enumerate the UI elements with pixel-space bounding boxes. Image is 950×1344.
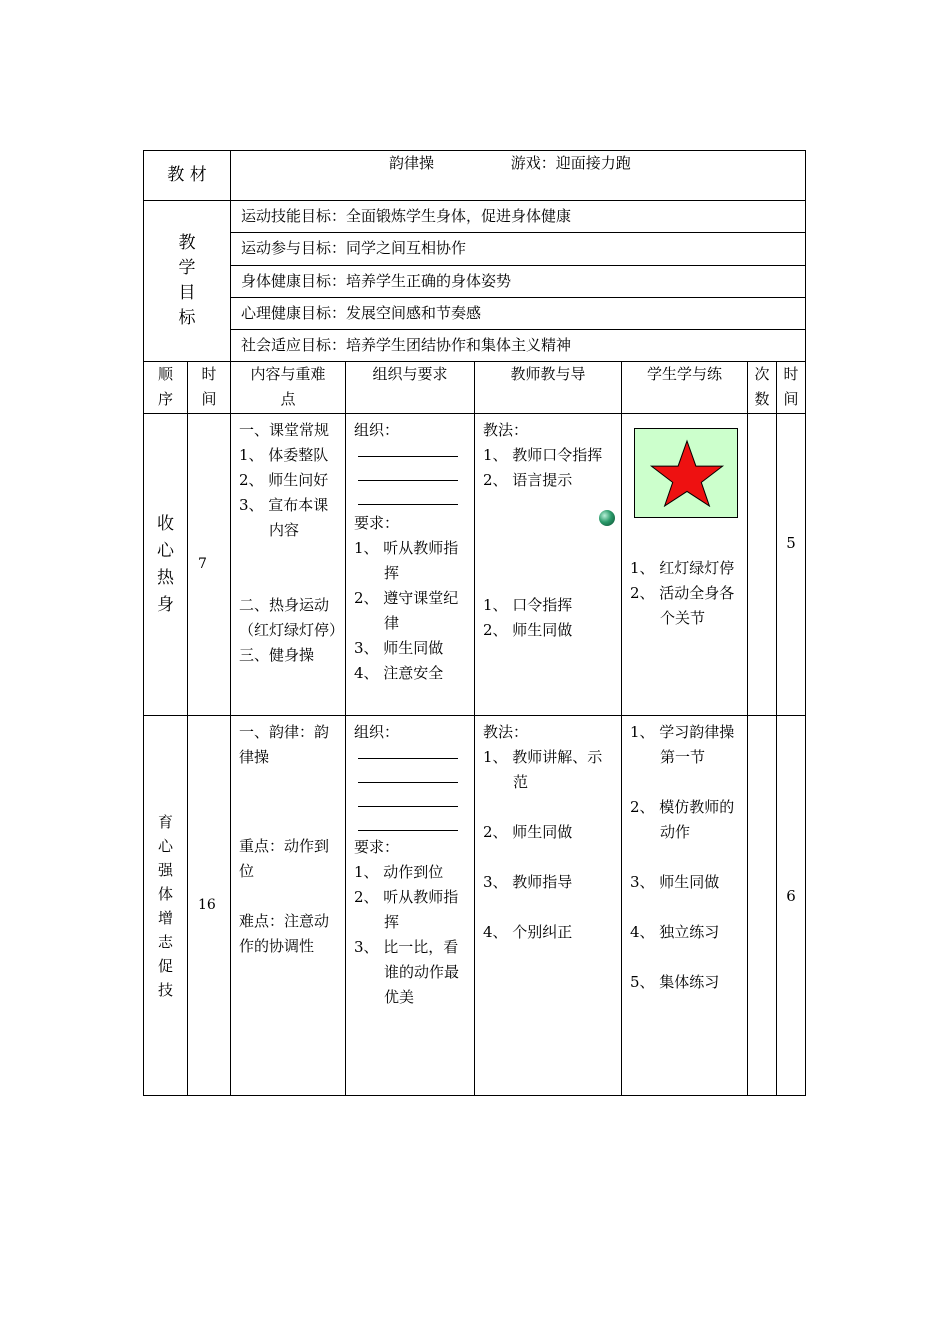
section1-name: 收 心 热 身 bbox=[144, 414, 188, 716]
section-warmup-row bbox=[144, 414, 806, 716]
formation-line bbox=[358, 807, 458, 831]
header-count: 次 数 bbox=[748, 362, 777, 414]
section2-content: 一、韵律：韵律操 重点：动作到位 难点：注意动作的协调性 bbox=[231, 716, 346, 1096]
material-label: 教 材 bbox=[144, 151, 231, 201]
material-content bbox=[231, 151, 806, 201]
lesson-plan-table bbox=[143, 150, 806, 1096]
section2-count bbox=[748, 716, 777, 1096]
objective-mental: 心理健康目标：发展空间感和节奏感 bbox=[231, 298, 806, 330]
section2-name: 育 心 强 体 增 志 促 技 bbox=[144, 716, 188, 1096]
formation-line bbox=[358, 481, 458, 505]
section2-duration: 6 bbox=[777, 716, 806, 1096]
star-diagram bbox=[634, 428, 738, 518]
formation-line bbox=[358, 783, 458, 807]
section1-time: 7 bbox=[188, 414, 231, 716]
section1-student: 1、 红灯绿灯停 2、 活动全身各个关节 bbox=[622, 414, 748, 716]
header-time2: 时 间 bbox=[777, 362, 806, 414]
formation-line bbox=[358, 745, 458, 759]
section2-time: 16 bbox=[188, 716, 231, 1096]
objective-skill: 运动技能目标：全面锻炼学生身体，促进身体健康 bbox=[231, 201, 806, 233]
header-order: 顺 序 bbox=[144, 362, 188, 414]
ball-icon bbox=[599, 510, 615, 526]
header-teacher: 教师教与导 bbox=[475, 362, 622, 414]
objective-social: 社会适应目标：培养学生团结协作和集体主义精神 bbox=[231, 330, 806, 362]
material-content-2: 游戏：迎面接力跑 bbox=[510, 154, 631, 172]
section-main-row bbox=[144, 716, 806, 1096]
header-time: 时 间 bbox=[188, 362, 231, 414]
formation-line bbox=[358, 759, 458, 783]
section1-organization: 组织： 要求： 1、 听从教师指挥 2、 遵守课堂纪律 3、 师生同做 4、 注意安全 bbox=[346, 414, 475, 716]
header-student: 学生学与练 bbox=[622, 362, 748, 414]
section2-organization: 组织： 要求： 1、 动作到位 2、 听从教师指挥 3、 比一比，看谁的动作最优美 bbox=[346, 716, 475, 1096]
section1-duration: 5 bbox=[777, 414, 806, 716]
section1-count bbox=[748, 414, 777, 716]
header-organization: 组织与要求 bbox=[346, 362, 475, 414]
section1-content: 一、课堂常规 1、 体委整队 2、 师生问好 3、 宣布本课 内容 二、热身运动（红灯绿灯停） 三、健身操 bbox=[231, 414, 346, 716]
objective-participation: 运动参与目标：同学之间互相协作 bbox=[231, 233, 806, 266]
section2-teacher: 教法： 1、 教师讲解、示范 2、 师生同做 3、 教师指导 4、 个别纠正 bbox=[475, 716, 622, 1096]
formation-line bbox=[358, 443, 458, 457]
formation-line bbox=[358, 457, 458, 481]
section2-student: 1、 学习韵律操第一节 2、 模仿教师的动作 3、 师生同做 4、 独立练习 5、 集体练习 bbox=[622, 716, 748, 1096]
objectives-label: 教 学 目 标 bbox=[144, 201, 231, 362]
section1-teacher: 教法： 1、 教师口令指挥 2、 语言提示 1、 口令指挥 2、 师生同做 bbox=[475, 414, 622, 716]
material-content-1: 韵律操 bbox=[389, 154, 435, 172]
header-content: 内容与重难点 bbox=[231, 362, 346, 414]
star-icon bbox=[649, 439, 725, 507]
objective-health: 身体健康目标：培养学生正确的身体姿势 bbox=[231, 266, 806, 298]
